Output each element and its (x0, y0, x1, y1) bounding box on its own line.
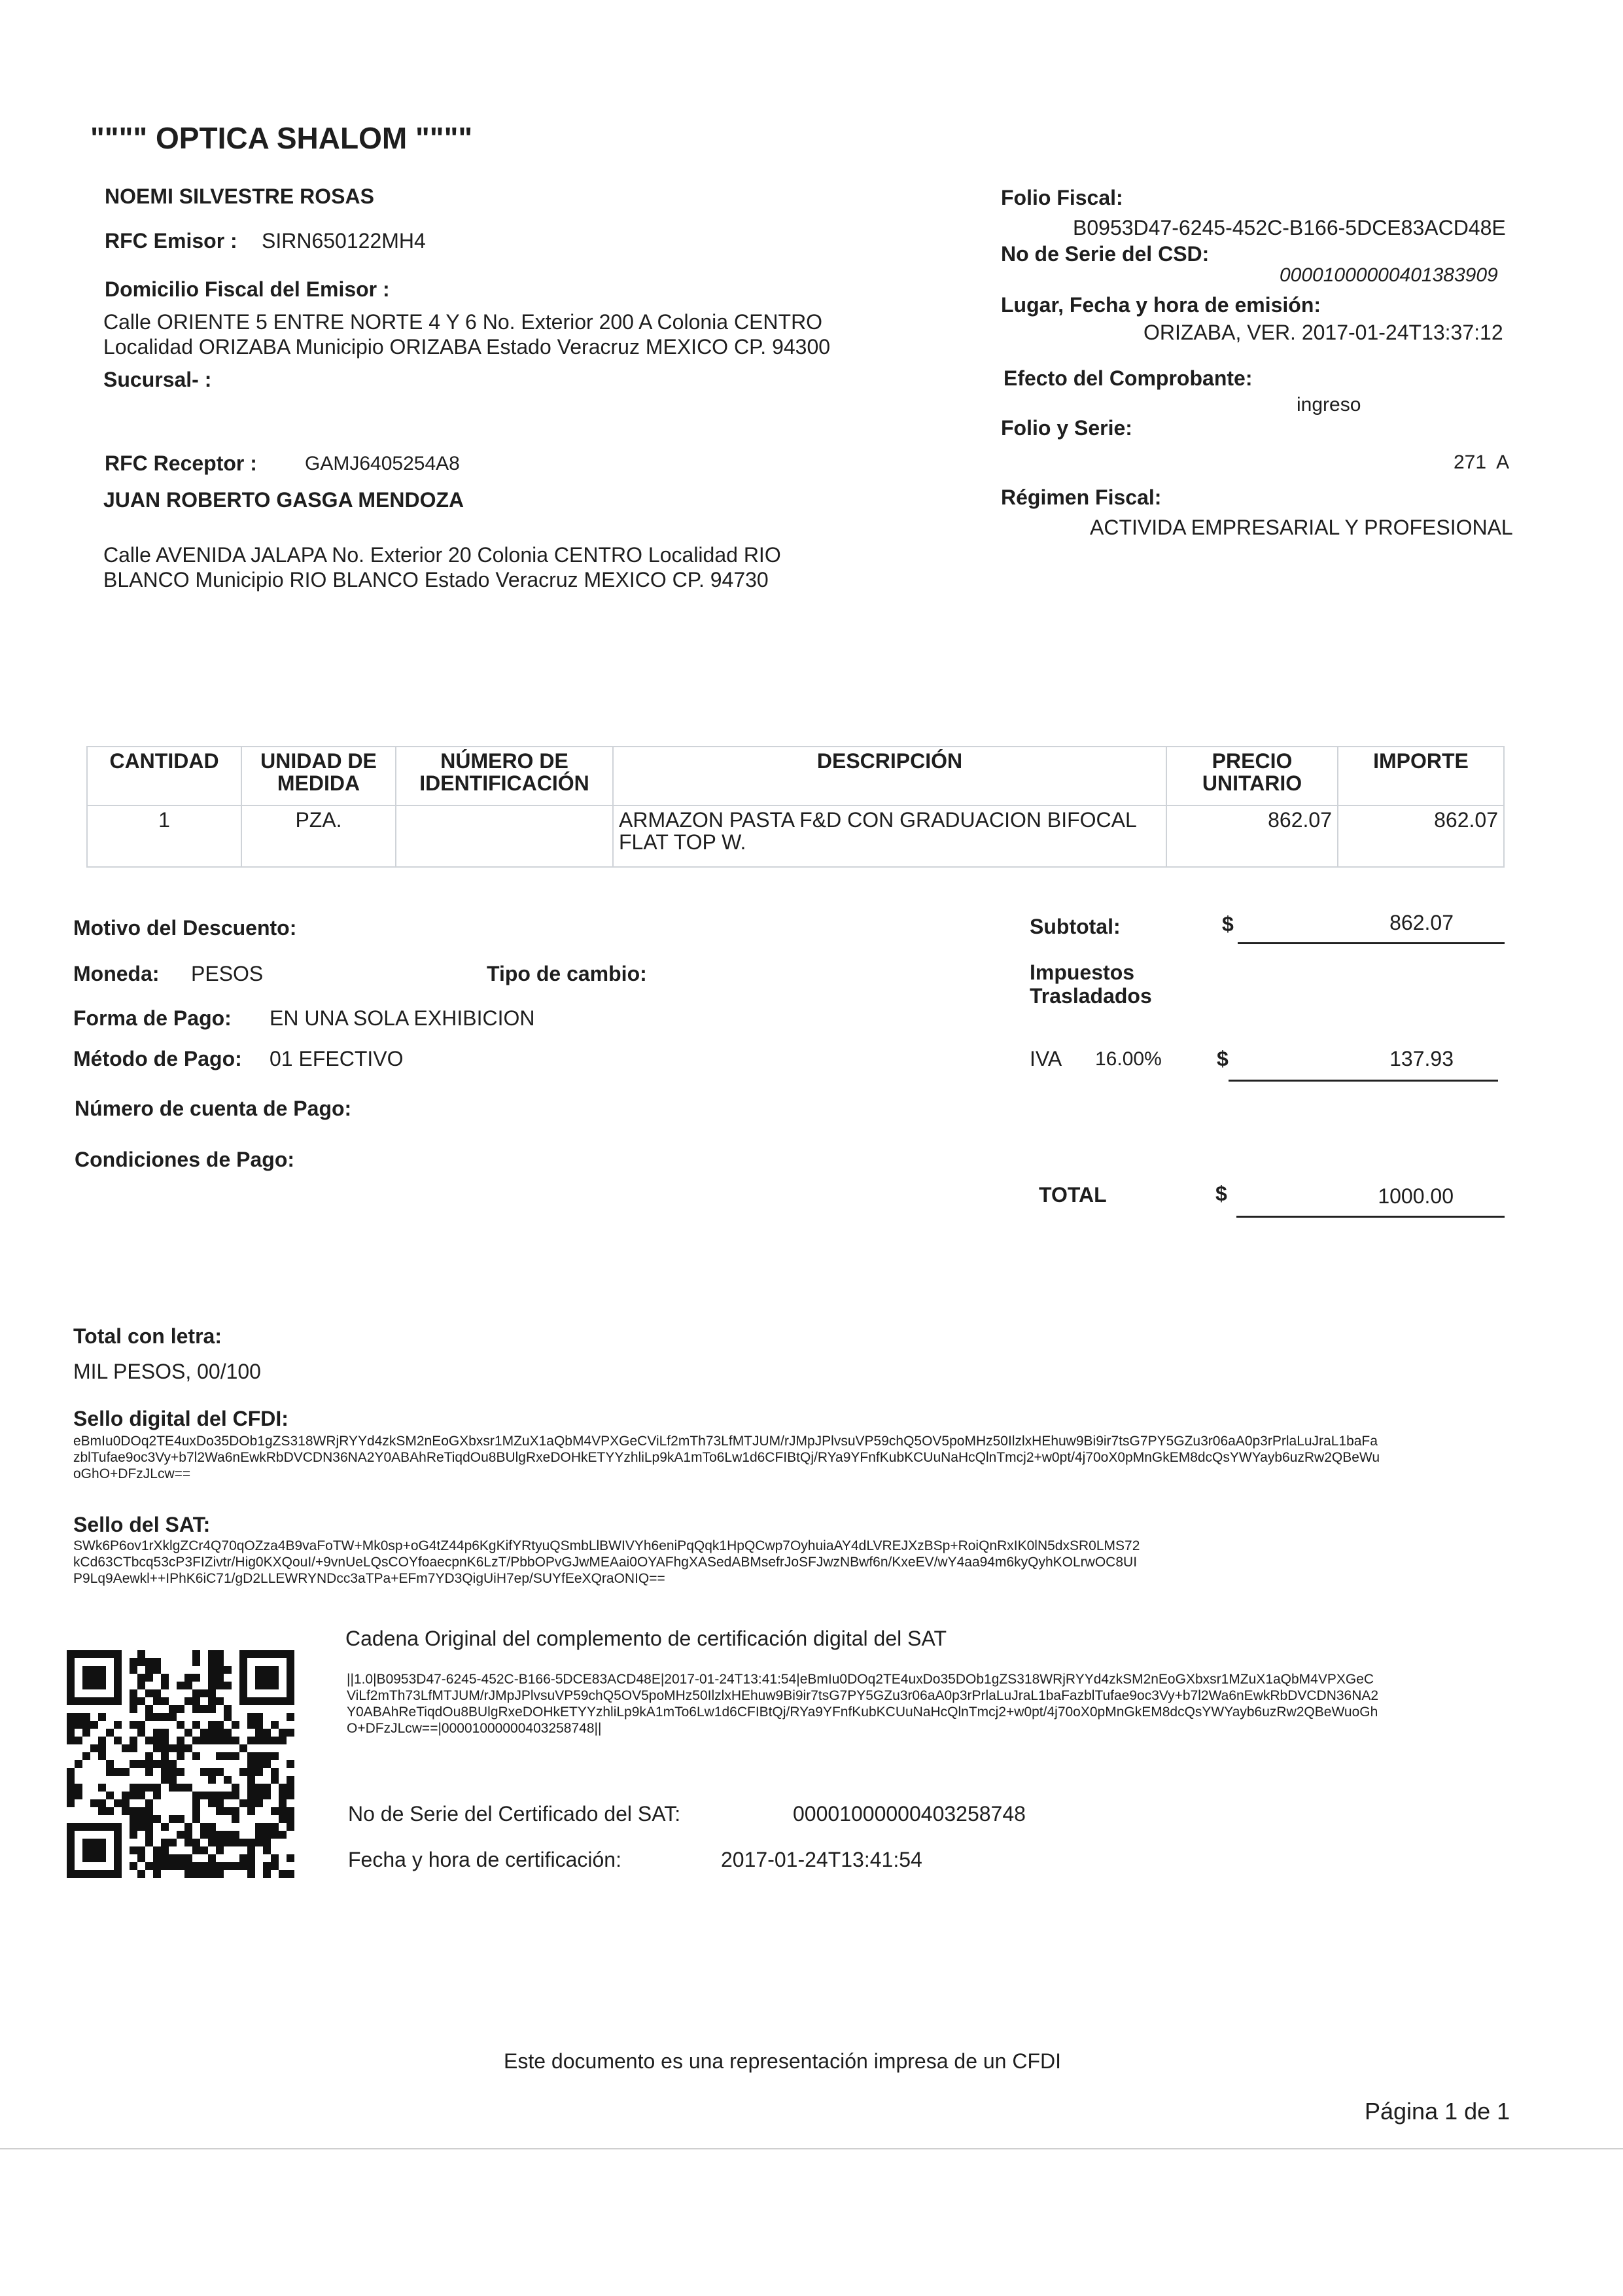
items-table (86, 746, 1505, 868)
motivo-descuento-label: Motivo del Descuento: (73, 916, 297, 940)
sello-cfdi-label: Sello digital del CFDI: (73, 1407, 288, 1430)
col-descripcion: DESCRIPCIÓN (613, 747, 1166, 805)
page-number: Página 1 de 1 (1365, 2098, 1510, 2125)
items-header-row (87, 747, 1504, 805)
serie-csd-label: No de Serie del CSD: (1001, 242, 1210, 266)
company-brand: """" OPTICA SHALOM """" (90, 121, 473, 155)
domicilio-label: Domicilio Fiscal del Emisor : (105, 277, 390, 301)
subtotal-label: Subtotal: (1030, 915, 1121, 938)
cell-unidad: PZA. (241, 805, 396, 867)
moneda-label: Moneda: (73, 962, 160, 985)
tipo-cambio-label: Tipo de cambio: (487, 962, 647, 985)
sello-sat-value: SWk6P6ov1rXklgZCr4Q70qOZza4B9vaFoTW+Mk0sp+oG4tZ44p6KgKifYRtyuQSmbLlBWIVYh6eniPqQqk1HpQCwp7OyhuiaAY4dLVREJXzBSp+RoiQnRxIK0lN5dxSR0LMS72kCd63CTbcq53cP3FIZivtr/Hig0KXQouI/+9vnUeLQsCOYfoaecpnK6LzT/PbbOPvGJwMEAai0OYAFhgXASedABMsefrJoSFJwzNBwf6n/KxeEV/wY4aa94m6kyQyhKOLrwOC8UIP9Lq9Aewkl++IPhK6iC71/gD2LLEWRYNDcc3aTPa+EFm7YD3QigUiH7ep/SUYfEeXQraONIQ== (73, 1538, 1140, 1586)
rfc-emisor-label: RFC Emisor : (105, 229, 237, 253)
subtotal-underline (1238, 942, 1505, 944)
rfc-emisor-value: SIRN650122MH4 (262, 229, 426, 253)
emitter-name: NOEMI SILVESTRE ROSAS (105, 185, 374, 208)
serie-sat-value: 00001000000403258748 (793, 1802, 1026, 1826)
folio-serie-value: 271 A (1454, 451, 1510, 473)
metodo-pago-value: 01 EFECTIVO (270, 1047, 404, 1070)
iva-rate: 16.00% (1095, 1048, 1162, 1070)
condiciones-pago-label: Condiciones de Pago: (75, 1148, 295, 1171)
cell-importe: 862.07 (1338, 805, 1504, 867)
lugar-fecha-value: ORIZABA, VER. 2017-01-24T13:37:12 (1143, 321, 1503, 344)
impuestos-label-2: Trasladados (1030, 984, 1152, 1008)
qr-code-icon (67, 1650, 294, 1878)
folio-fiscal-label: Folio Fiscal: (1001, 186, 1123, 209)
fecha-certificacion-label: Fecha y hora de certificación: (348, 1848, 621, 1871)
receptor-name: JUAN ROBERTO GASGA MENDOZA (103, 488, 464, 512)
iva-underline (1229, 1080, 1498, 1082)
footer-note: Este documento es una representación impresa de un CFDI (504, 2049, 1062, 2073)
receptor-address-line-2: BLANCO Municipio RIO BLANCO Estado Veracruz MEXICO CP. 94730 (103, 568, 769, 592)
col-numero: NÚMERO DE IDENTIFICACIÓN (396, 747, 613, 805)
cell-descripcion: ARMAZON PASTA F&D CON GRADUACION BIFOCAL FLAT TOP W. (613, 805, 1166, 867)
metodo-pago-label: Método de Pago: (73, 1047, 242, 1070)
cuenta-pago-label: Número de cuenta de Pago: (75, 1097, 352, 1120)
regimen-value: ACTIVIDA EMPRESARIAL Y PROFESIONAL (1090, 516, 1513, 539)
receptor-address-line-1: Calle AVENIDA JALAPA No. Exterior 20 Colonia CENTRO Localidad RIO (103, 543, 781, 567)
impuestos-label-1: Impuestos (1030, 961, 1135, 984)
rfc-receptor-value: GAMJ6405254A8 (305, 453, 460, 474)
folio-fiscal-value: B0953D47-6245-452C-B166-5DCE83ACD48E (1073, 216, 1506, 239)
cell-numero (396, 805, 613, 867)
iva-label: IVA (1030, 1047, 1062, 1070)
domicilio-line-2: Localidad ORIZABA Municipio ORIZABA Estado Veracruz MEXICO CP. 94300 (103, 335, 831, 359)
regimen-label: Régimen Fiscal: (1001, 486, 1162, 509)
iva-value: 137.93 (1389, 1047, 1454, 1070)
table-row (87, 805, 1504, 867)
cell-cantidad: 1 (87, 805, 241, 867)
folio-serie-label: Folio y Serie: (1001, 416, 1132, 440)
total-underline (1236, 1216, 1505, 1218)
col-cantidad: CANTIDAD (87, 747, 241, 805)
total-letra-label: Total con letra: (73, 1324, 222, 1348)
iva-currency: $ (1217, 1047, 1229, 1070)
page-bottom-edge (0, 2148, 1623, 2149)
sello-cfdi-value: eBmIu0DOq2TE4uxDo35DOb1gZS318WRjRYYd4zkSM2nEoGXbxsr1MZuX1aQbM4VPXGeCViLf2mTh73LfMTJUM/rJMpJPlvsuVP59chQ5OV5poMHz50IlzlxHEhuw9Bi9ir7tsG7PY5GZu3r06aA0p3rPrlaLuJraL1baFazblTufae9oc3Vy+b7l2Wa6nEwkRbDVCDN36NA2Y0ABAhReTiqdOu8BUlgRxeDOHkETYYzhliLp9kA1mTo6Lw1d6CFIBtQj/RYa9YFnfKubKCUuNaHcQlnTmcj2+w0pt/4j70oX0pMnGkEM8dcQsYWYayb6uzRw2QBeWuoGhO+DFzJLcw== (73, 1434, 1380, 1481)
forma-pago-value: EN UNA SOLA EXHIBICION (270, 1006, 535, 1030)
moneda-value: PESOS (191, 962, 264, 985)
subtotal-value: 862.07 (1389, 911, 1454, 934)
col-unidad: UNIDAD DE MEDIDA (241, 747, 396, 805)
efecto-label: Efecto del Comprobante: (1003, 366, 1253, 390)
total-currency: $ (1215, 1182, 1227, 1205)
col-importe: IMPORTE (1338, 747, 1504, 805)
serie-sat-label: No de Serie del Certificado del SAT: (348, 1802, 681, 1826)
forma-pago-label: Forma de Pago: (73, 1006, 232, 1030)
lugar-fecha-label: Lugar, Fecha y hora de emisión: (1001, 293, 1321, 317)
cadena-title: Cadena Original del complemento de certificación digital del SAT (345, 1627, 947, 1650)
total-letra-value: MIL PESOS, 00/100 (73, 1360, 261, 1383)
sucursal-label: Sucursal- : (103, 368, 212, 391)
domicilio-line-1: Calle ORIENTE 5 ENTRE NORTE 4 Y 6 No. Exterior 200 A Colonia CENTRO (103, 310, 823, 334)
efecto-value: ingreso (1297, 394, 1361, 415)
fecha-certificacion-value: 2017-01-24T13:41:54 (721, 1848, 922, 1871)
cell-precio: 862.07 (1166, 805, 1338, 867)
subtotal-currency: $ (1222, 912, 1234, 936)
cadena-value: ||1.0|B0953D47-6245-452C-B166-5DCE83ACD48E|2017-01-24T13:41:54|eBmIu0DOq2TE4uxDo35DOb1gZS318WRjRYYd4zkSM2nEoGXbxsr1MZuX1aQbM4VPXGeCViLf2mTh73LfMTJUM/rJMpJPlvsuVP59chQ5OV5poMHz50IlzlxHEhuw9Bi9ir7tsG7PY5GZu3r06aA0p3rPrlaLuJraL1baFazblTufae9oc3Vy+b7l2Wa6nEwkRbDVCDN36NA2Y0ABAhReTiqdOu8BUlgRxeDOHkETYYzhliLp9kA1mTo6Lw1d6CFIBtQj/RYa9YFnfKubKCUuNaHcQlnTmcj2+w0pt/4j70oX0pMnGkEM8dcQsYWYayb6uzRw2QBeWuoGhO+DFzJLcw==|00001000000403258748|| (347, 1672, 1379, 1736)
serie-csd-value: 00001000000401383909 (1280, 264, 1498, 286)
total-value: 1000.00 (1378, 1184, 1454, 1208)
total-label: TOTAL (1039, 1183, 1107, 1207)
col-precio: PRECIO UNITARIO (1166, 747, 1338, 805)
rfc-receptor-label: RFC Receptor : (105, 451, 257, 475)
sello-sat-label: Sello del SAT: (73, 1513, 211, 1536)
